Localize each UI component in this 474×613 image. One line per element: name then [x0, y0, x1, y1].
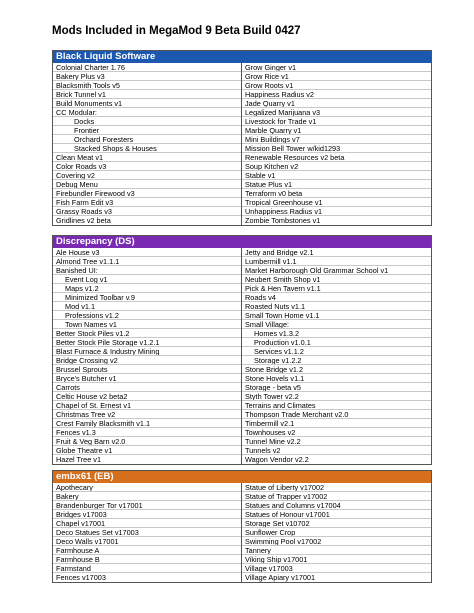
mod-entry: Orchard Foresters [53, 135, 241, 144]
mod-entry: Services v1.1.2 [242, 347, 431, 356]
mod-entry: Apothecary [53, 483, 241, 492]
mod-entry: Minimized Toolbar v.9 [53, 293, 241, 302]
mod-entry: Terraform v0 beta [242, 189, 431, 198]
mod-entry: Marble Quarry v1 [242, 126, 431, 135]
mod-entry: Roasted Nuts v1.1 [242, 302, 431, 311]
mod-entry: Farmstand [53, 564, 241, 573]
section-embx61 [52, 470, 432, 583]
mod-entry: Sunflower Crop [242, 528, 431, 537]
mod-entry: Chapel of St. Ernest v1 [53, 401, 241, 410]
mod-entry: Timbermill v2.1 [242, 419, 431, 428]
mod-entry: Grassy Roads v3 [53, 207, 241, 216]
mod-entry: Grow Ginger v1 [242, 63, 431, 72]
mod-entry: Better Stock Pile Storage v1.2.1 [53, 338, 241, 347]
mod-entry: Better Stock Piles v1.2 [53, 329, 241, 338]
mod-entry: Grow Rice v1 [242, 72, 431, 81]
mod-entry: Deco Statues Set v17003 [53, 528, 241, 537]
mod-entry: Brandenburger Tor v17001 [53, 501, 241, 510]
mod-entry: Lumbermill v1.1 [242, 257, 431, 266]
mod-entry: Carrots [53, 383, 241, 392]
mod-entry: Color Roads v3 [53, 162, 241, 171]
column-right [242, 483, 431, 582]
mod-entry: Village Apiary v17001 [245, 573, 316, 582]
mod-entry: Fish Farm Edit v3 [53, 198, 241, 207]
mod-entry: Farmhouse A [53, 546, 241, 555]
mod-entry: Livestock for Trade v1 [242, 117, 431, 126]
mod-entry: Hazel Tree v1 [56, 455, 102, 464]
mod-entry: Covering v2 [53, 171, 241, 180]
column-left [53, 63, 242, 225]
mod-entry: Jetty and Bridge v2.1 [242, 248, 431, 257]
mod-entry: Stone Hovels v1.1 [242, 374, 431, 383]
mod-entry: Fences v17003 [56, 573, 106, 582]
section-header-black-liquid-software: Black Liquid Software [52, 50, 432, 63]
mod-entry: Mini Buildings v7 [242, 135, 431, 144]
mod-entry: Market Harborough Old Grammar School v1 [242, 266, 431, 275]
mod-entry: Tunnel Mine v2.2 [242, 437, 431, 446]
section-table [52, 248, 432, 465]
mod-entry: Fruit & Veg Barn v2.0 [53, 437, 241, 446]
mod-entry: Deco Walls v17001 [53, 537, 241, 546]
mod-entry: Tropical Greenhouse v1 [242, 198, 431, 207]
mod-entry: Blast Furnace & Industry Mining [53, 347, 241, 356]
mod-entry: Celtic House v2 beta2 [53, 392, 241, 401]
mod-entry: Terrains and Climates [242, 401, 431, 410]
mod-entry: Statues of Honour v17001 [242, 510, 431, 519]
mod-entry: Soup Kitchen v2 [242, 162, 431, 171]
mod-entry: Clean Meat v1 [53, 153, 241, 162]
column-left [53, 248, 242, 464]
mod-entry: Chapel v17001 [53, 519, 241, 528]
mod-entry: Small Town Home v1.1 [242, 311, 431, 320]
mod-entry: Stone Bridge v1.2 [242, 365, 431, 374]
page-title: Mods Included in MegaMod 9 Beta Build 0427 [52, 25, 301, 37]
mod-entry: Legalized Marijuana v3 [242, 108, 431, 117]
mod-entry: Bakery Plus v3 [53, 72, 241, 81]
mod-entry: Zombie Tombstones v1 [245, 216, 321, 225]
mod-entry: Brussel Sprouts [53, 365, 241, 374]
mod-entry: Farmhouse B [53, 555, 241, 564]
mod-entry: Frontier [53, 126, 241, 135]
mod-entry: Ale House v3 [53, 248, 241, 257]
mod-entry: Brick Tunnel v1 [53, 90, 241, 99]
mod-entry: Production v1.0.1 [242, 338, 431, 347]
column-left [53, 483, 242, 582]
mod-entry: Debug Menu [53, 180, 241, 189]
mod-entry: Stable v1 [242, 171, 431, 180]
section-header-embx61: embx61 (EB) [52, 470, 432, 483]
mod-entry: CC Modular: [53, 108, 241, 117]
mod-entry: Statue of Trapper v17002 [242, 492, 431, 501]
mod-entry: Unhappiness Radius v1 [242, 207, 431, 216]
mod-entry: Globe Theatre v1 [53, 446, 241, 455]
mod-entry: Townhouses v2 [242, 428, 431, 437]
mod-entry: Almond Tree v1.1.1 [53, 257, 241, 266]
mod-entry: Event Log v1 [53, 275, 241, 284]
mod-entry: Bryce's Butcher v1 [53, 374, 241, 383]
mod-entry: Fences v1.3 [53, 428, 241, 437]
mod-entry: Blacksmith Tools v5 [53, 81, 241, 90]
mod-entry: Storage v1.2.2 [242, 356, 431, 365]
mod-entry: Banished UI: [53, 266, 241, 275]
mod-entry: Crest Family Blacksmith v1.1 [53, 419, 241, 428]
section-discrepancy [52, 235, 432, 465]
mod-entry: Happiness Radius v2 [242, 90, 431, 99]
mod-entry: Stacked Shops & Houses [53, 144, 241, 153]
mod-entry: Colonial Charter 1.76 [53, 63, 241, 72]
mod-entry: Pick & Hen Tavern v1.1 [242, 284, 431, 293]
mod-entry: Town Names v1 [53, 320, 241, 329]
mod-entry: Statue Plus v1 [242, 180, 431, 189]
section-black-liquid-software [52, 50, 432, 226]
mod-entry: Professions v1.2 [53, 311, 241, 320]
mod-entry: Neubert Smith Shop v1 [242, 275, 431, 284]
section-table [52, 63, 432, 226]
mod-entry: Christmas Tree v2 [53, 410, 241, 419]
mod-entry: Tannery [242, 546, 431, 555]
mod-entry: Styth Tower v2.2 [242, 392, 431, 401]
mod-entry: Small Village: [242, 320, 431, 329]
column-right [242, 63, 431, 225]
mod-entry: Wagon Vendor v2.2 [245, 455, 309, 464]
mod-entry: Storage Set v10702 [242, 519, 431, 528]
mod-entry: Mission Bell Tower w/kid1293 [242, 144, 431, 153]
mod-entry: Jade Quarry v1 [242, 99, 431, 108]
mod-entry: Homes v1.3.2 [242, 329, 431, 338]
mod-entry: Roads v4 [242, 293, 431, 302]
mod-entry: Viking Ship v17001 [242, 555, 431, 564]
mod-entry: Statues and Columns v17004 [242, 501, 431, 510]
mod-entry: Gridlines v2 beta [56, 216, 111, 225]
mod-entry: Bridge Crossing v2 [53, 356, 241, 365]
column-right [242, 248, 431, 464]
mod-entry: Grow Roots v1 [242, 81, 431, 90]
mod-entry: Maps v1.2 [53, 284, 241, 293]
mod-entry: Statue of Liberty v17002 [242, 483, 431, 492]
mod-entry: Tunnels v2 [242, 446, 431, 455]
mod-entry: Bridges v17003 [53, 510, 241, 519]
mod-entry: Storage - beta v5 [242, 383, 431, 392]
mod-entry: Bakery [53, 492, 241, 501]
mod-entry: Swimming Pool v17002 [242, 537, 431, 546]
mod-entry: Renewable Resources v2 beta [242, 153, 431, 162]
mod-entry: Docks [53, 117, 241, 126]
mod-entry: Firebundler Firewood v3 [53, 189, 241, 198]
section-table [52, 483, 432, 583]
mod-entry: Build Monuments v1 [53, 99, 241, 108]
mod-entry: Mod v1.1 [53, 302, 241, 311]
mod-entry: Village v17003 [242, 564, 431, 573]
section-header-discrepancy: Discrepancy (DS) [52, 235, 432, 248]
mod-entry: Thompson Trade Merchant v2.0 [242, 410, 431, 419]
